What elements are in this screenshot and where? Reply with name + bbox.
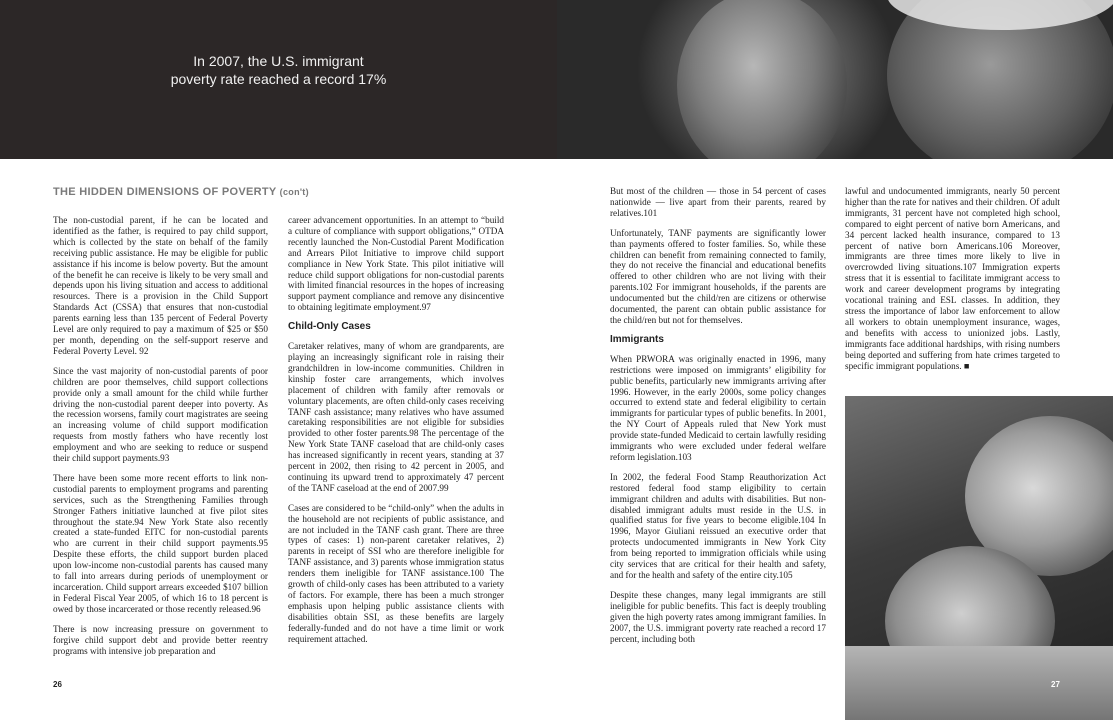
paragraph: There have been some more recent efforts to link non-custodial parents to employment programs and parenting services, such as the Strengthening Families through Stronger Fathers initiative launched at five pilot sites throughout the state.94 New York State also recently created a state-funded EITC for non-custodial parents who are current in their child support payments.95 Despite these efforts, the child support burden placed upon low-income non-custodial parents has caused many to fall into arrears during periods of unemployment or incarceration. Child support arrears exceeded $107 billion in Federal Fiscal Year 2005, of which 16 to 18 percent is owed by those incarcerated or those recently released.96 <box>53 472 268 614</box>
paragraph: Despite these changes, many legal immigrants are still ineligible for public benefits. This fact is deeply troubling given the high poverty rates among immigrant families. In 2007, the U.S. immigrant poverty rate reached a record 17 percent, including both <box>610 589 826 644</box>
child-face-shape <box>677 0 847 159</box>
section-heading-text: THE HIDDEN DIMENSIONS OF POVERTY <box>53 186 277 198</box>
pull-quote-line-2: poverty rate reached a record 17% <box>170 71 387 87</box>
child-shirt-shape <box>845 646 1113 720</box>
paragraph: Since the vast majority of non-custodial parents of poor children are poor themselves, child support collections provide only a small amount for the child while further driving the non-custodial parent deeper into poverty. As the recession worsens, family court magistrates are seeing an increasing volume of child support modification requests from mostly fathers who have recently lost employment and who are seeking to reduce or suspend their child support payments.93 <box>53 365 268 464</box>
pull-quote <box>0 52 557 88</box>
paragraph: Caretaker relatives, many of whom are grandparents, are playing an increasingly significant role in raising their grandchildren in low-income communities. Children in kinship foster care arrangements, which involves placement of children with family after removals or voluntary placements, are often child-only cases receiving TANF cash assistance; many relatives who have assumed caretaking responsibilities are not eligible for subsidies provided to other foster parents.98 The percentage of the New York State TANF caseload that are child-only cases has increased significantly in recent years, standing at 37 percent in 2002, then rising to 42 percent in 2005, and continuing its upward trend to approximately 47 percent of the TANF caseload at the end of 2007.99 <box>288 341 504 493</box>
paragraph: But most of the children — those in 54 percent of cases nationwide — live apart from their parents, reared by relatives.101 <box>610 186 826 218</box>
page-number-left: 26 <box>53 680 62 689</box>
pull-quote-line-1: In 2007, the U.S. immigrant <box>193 53 364 69</box>
subheading-child-only-cases: Child-Only Cases <box>288 321 371 333</box>
text-column-2 <box>288 215 504 654</box>
paragraph: Cases are considered to be “child-only” when the adults in the household are not recipients of public assistance, and are not included in the TANF cash grant. There are three types of cases: 1) non-parent caretaker relatives, 2) parents in receipt of SSI who are therefore ineligible for TANF assistance, and 3) parents whose immigration status renders them ineligible for TANF assistance.100 The growth of child-only cases has been attributed to a variety of factors. For example, there has been a much stronger emphasis upon helping public assistance clients with disabilities obtain SSI, as these benefits are largely federally-funded and do not have a time limit or work requirement attached. <box>288 502 504 644</box>
subheading-immigrants: Immigrants <box>610 333 664 345</box>
paragraph: Unfortunately, TANF payments are significantly lower than payments offered to foster families. So, while these children can benefit from remaining connected to family, they do not receive the financial and educational benefits offered to other children who are not living with their parents.102 For immigrant households, if the parents are undocumented but the child/ren are citizens or otherwise documented, the parent can obtain public assistance for the child/ren but not for themselves. <box>610 227 826 325</box>
section-heading-suffix: (con't) <box>279 187 309 197</box>
section-heading <box>53 186 309 198</box>
paragraph: The non-custodial parent, if he can be located and identified as the father, is required to pay child support, which is collected by the state on behalf of the family receiving public assistance. He may be eligible for public assistance if his income is below poverty. But the amount of the benefit he can receive is likely to be very small and depends upon his living situation and access to additional resources. There is a provision in the Child Support Standards Act (CSSA) that ensures that non-custodial parents earning less than 135 percent of Federal Poverty Level are only required to pay a maximum of $25 or $50 per month, depending on the self-support reserve and Federal Poverty Level. 92 <box>53 215 268 356</box>
photo-mother-and-child <box>845 396 1113 720</box>
text-column-1 <box>53 215 268 665</box>
paragraph: lawful and undocumented immigrants, nearly 50 percent higher than the rate for natives and their children. Of adult immigrants, 31 percent have not completed high school, compared to eight percent of native born Americans, and 34 percent lacked health insurance, compared to 13 percent of native born Americans.106 Moreover, immigrants are three times more likely to live in overcrowded living situations.107 Immigration experts stress that it is essential to facilitate immigrant access to work and career development programs by integrating vocational training and ESL classes. In addition, they stress the importance of labor law enforcement to allow all workers to obtain unemployment insurance, wages, and benefits with access to unionized jobs. Lastly, immigrants face additional hardships, with rising numbers being deported and suffering from hate crimes targeted to specific immigrant populations. ■ <box>845 186 1060 371</box>
page-number-right: 27 <box>1051 680 1060 689</box>
photo-grandfather-and-child <box>557 0 1113 159</box>
paragraph: In 2002, the federal Food Stamp Reauthorization Act restored federal food stamp eligibility to certain immigrant children and adults with disabilities. But non-disabled immigrant adults must reside in the U.S. in qualified status for five years to become eligible.104 In 1996, Mayor Giuliani reissued an executive order that protects undocumented immigrants in New York City from being reported to immigration officials while using city services that are critical for their health and safety, and for the health and safety of the entire city.105 <box>610 471 826 580</box>
text-column-3 <box>610 186 826 653</box>
text-column-4 <box>845 186 1060 380</box>
paragraph: There is now increasing pressure on government to forgive child support debt and provide better reentry programs with intensive job preparation and <box>53 623 268 656</box>
paragraph: When PRWORA was originally enacted in 1996, many restrictions were imposed on immigrants’ eligibility for public benefits, particularly new immigrants arriving after 1996. However, in the early 2000s, some policy changes occurred to extend state and federal eligibility to certain immigrants for particular types of public benefits. In 2001, the NY Court of Appeals ruled that New York must provide state-funded Medicaid to certain lawfully residing immigrants who were excluded under federal welfare reform legislation.103 <box>610 353 826 462</box>
paragraph: career advancement opportunities. In an attempt to “build a culture of compliance with support obligations,” OTDA recently launched the Non-Custodial Parent Modification and Arrears Pilot Initiative to improve child support compliance in New York State. This pilot initiative will reduce child support obligations for non-custodial parents with limited financial resources in the hopes of increasing support payment compliance and remove any disincentive to obtaining legitimate employment.97 <box>288 215 504 313</box>
